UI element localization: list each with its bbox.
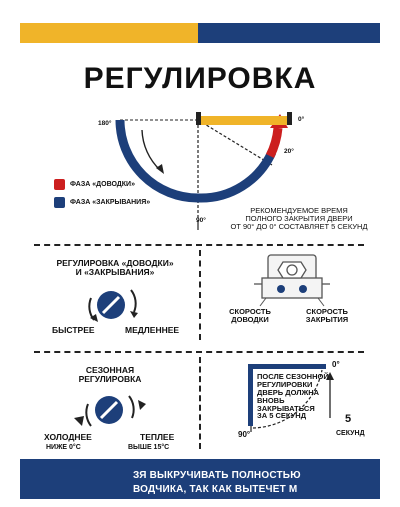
legend-label-shutting: ФАЗА «ЗАКРЫВАНИЯ» <box>70 199 151 206</box>
angle-180-label: 180° <box>98 120 112 127</box>
after-angle-90-label: 90° <box>238 430 251 439</box>
adjust-heading-line-1: РЕГУЛИРОВКА «ДОВОДКИ» <box>56 258 174 268</box>
after-line-4: ВНОВЬ <box>257 395 285 405</box>
warmer-note: ВЫШЕ 15°С <box>128 444 170 451</box>
after-line-2: РЕГУЛИРОВКИ <box>257 379 313 389</box>
seasonal-heading-line-2: РЕГУЛИРОВКА <box>78 373 142 384</box>
page-title: РЕГУЛИРОВКА <box>83 62 317 95</box>
footer-warning-banner <box>20 459 380 499</box>
recommend-line-1: РЕКОМЕНДУЕМОЕ ВРЕМЯ <box>250 206 348 215</box>
after-line-5: ЗАКРЫВАТЬСЯ <box>257 403 315 413</box>
after-adjust-text <box>257 373 329 420</box>
legend-label-closing: ФАЗА «ДОВОДКИ» <box>70 181 135 188</box>
angle-90-label: 90° <box>196 217 206 224</box>
seasonal-heading-line-1: СЕЗОННАЯ <box>85 365 135 375</box>
angle-0-label: 0° <box>298 116 305 123</box>
faster-label: БЫСТРЕЕ <box>52 325 95 335</box>
recommend-line-3: ОТ 90° ДО 0° СОСТАВЛЯЕТ 5 СЕКУНД <box>230 221 368 231</box>
colder-note: НИЖЕ 0°С <box>46 444 81 451</box>
after-line-6: ЗА 5 СЕКУНД <box>257 411 307 421</box>
warmer-label: ТЕПЛЕЕ <box>140 432 175 442</box>
speed-shutting-line-2: ЗАКРЫТИЯ <box>305 314 349 324</box>
after-line-1: ПОСЛЕ СЕЗОННОЙ <box>257 372 329 381</box>
after-angle-0-label: 0° <box>332 360 340 369</box>
footer-warning-line-1: ЗЯ ВЫКРУЧИВАТЬ ПОЛНОСТЬЮ <box>133 470 301 481</box>
adjust-heading-line-2: И «ЗАКРЫВАНИЯ» <box>75 266 155 277</box>
slower-label: МЕДЛЕННЕЕ <box>125 325 180 335</box>
after-line-3: ДВЕРЬ ДОЛЖНА <box>257 387 320 397</box>
colder-label: ХОЛОДНЕЕ <box>44 432 92 442</box>
speed-closing-line-2: ДОВОДКИ <box>231 314 269 324</box>
speed-shutting-line-1: СКОРОСТЬ <box>306 307 348 316</box>
after-seconds-value: 5 <box>345 413 352 425</box>
after-seconds-unit: СЕКУНД <box>336 430 365 437</box>
speed-closing-line-1: СКОРОСТЬ <box>229 307 271 316</box>
angle-20-label: 20° <box>284 148 294 155</box>
recommend-line-2: ПОЛНОГО ЗАКРЫТИЯ ДВЕРИ <box>245 213 353 223</box>
footer-warning-line-2: ВОДЧИКА, ТАК КАК ВЫТЕЧЕТ М <box>133 484 298 495</box>
